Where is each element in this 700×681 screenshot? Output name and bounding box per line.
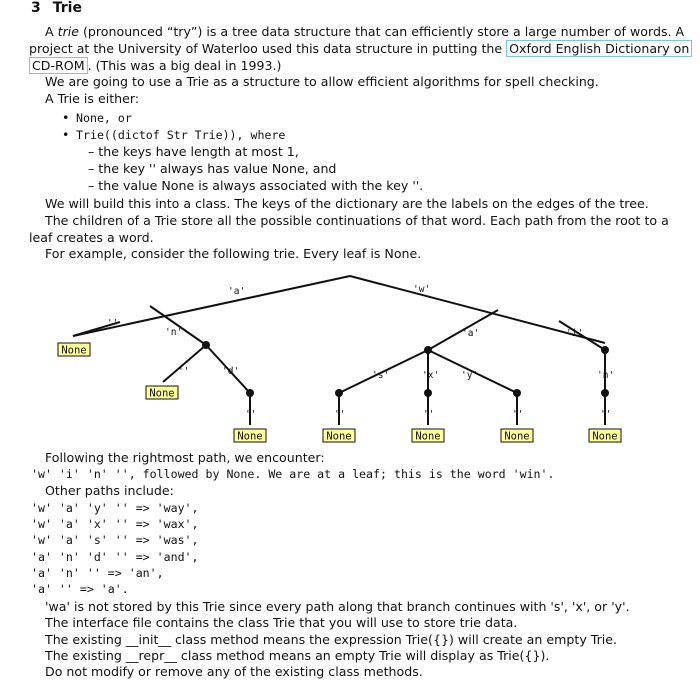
tree-node bbox=[424, 389, 432, 397]
leaf-label: None bbox=[61, 344, 87, 357]
tree-node bbox=[424, 346, 432, 354]
tree-nodes bbox=[202, 341, 609, 397]
edge-label: 's' bbox=[372, 370, 390, 381]
closing-line-5: Do not modify or remove any of the existing class methods. bbox=[45, 664, 423, 679]
intro-line-1 bbox=[45, 24, 684, 40]
edge-label: 'a' bbox=[228, 286, 246, 297]
intro-line-4: We are going to use a Trie as a structure to allow efficient algorithms for spell checking. bbox=[45, 74, 599, 89]
intro-line-3 bbox=[29, 58, 281, 74]
tree-node bbox=[202, 341, 210, 349]
edge-label: 'x' bbox=[422, 370, 440, 381]
leaf-none-1 bbox=[58, 343, 90, 357]
path-item: 'a' 'n' 'd' '' => 'and', bbox=[31, 550, 199, 564]
definition-sub-3: – the value None is always associated with the key ''. bbox=[88, 178, 424, 193]
tree-node bbox=[601, 389, 609, 397]
path-item: 'w' 'a' 's' '' => 'was', bbox=[31, 533, 199, 547]
path-item: 'a' 'n' '' => 'an', bbox=[31, 566, 164, 580]
bullet-icon: • bbox=[62, 127, 70, 142]
trie-diagram bbox=[0, 262, 700, 452]
leaf-none-7 bbox=[589, 429, 621, 443]
intro-line-5: A Trie is either: bbox=[45, 91, 140, 106]
para2-line-2: The children of a Trie store all the possible continuations of that word. Each path from the root to a bbox=[45, 213, 669, 228]
edge-label: 'y' bbox=[461, 370, 479, 381]
trie-term: trie bbox=[57, 24, 79, 39]
leaf-none-2 bbox=[146, 386, 178, 400]
para2-line-1: We will build this into a class. The keys of the dictionary are the labels on the edges of the tree. bbox=[45, 196, 649, 211]
rightmost-path: 'w' 'i' 'n' '', followed by None. We are at a leaf; this is the word 'win'. bbox=[31, 467, 555, 481]
leaf-none-5 bbox=[412, 429, 444, 443]
leaf-none-6 bbox=[501, 429, 533, 443]
edge-label: 'a' bbox=[462, 328, 480, 339]
tree-edges bbox=[73, 276, 605, 425]
edge-label: '' bbox=[245, 409, 257, 420]
edge-label: 'w' bbox=[413, 284, 431, 295]
bullet-icon: • bbox=[62, 110, 70, 125]
intro-text: (pronounced “try”) is a tree data structure that can efficiently store a large number of words. A bbox=[79, 24, 685, 39]
closing-line-4: The existing __repr__ class method means an empty Trie will display as Trie({}). bbox=[45, 648, 550, 663]
edge-label: '' bbox=[178, 366, 190, 377]
closing-line-3: The existing __init__ class method means the expression Trie({}) will create an empty Trie. bbox=[45, 632, 618, 647]
tree-node bbox=[246, 389, 254, 397]
intro-text: A bbox=[45, 24, 58, 39]
closing-line-2: The interface file contains the class Trie that you will use to store trie data. bbox=[45, 615, 518, 630]
section-number: 3 bbox=[31, 0, 41, 16]
path-item: 'w' 'a' 'y' '' => 'way', bbox=[31, 501, 199, 515]
paths-intro: Following the rightmost path, we encounter: bbox=[45, 450, 325, 465]
edge-label: 'i' bbox=[566, 328, 584, 339]
tree-node bbox=[601, 346, 609, 354]
section-title: Trie bbox=[52, 0, 82, 16]
tree-node bbox=[513, 389, 521, 397]
para2-line-4: For example, consider the following trie. Every leaf is None. bbox=[45, 246, 422, 261]
definition-bullet-1 bbox=[62, 110, 132, 126]
edge-labels bbox=[107, 284, 614, 420]
intro-line-2 bbox=[29, 41, 692, 57]
edge-label: 'n' bbox=[597, 370, 615, 381]
edge-label: '' bbox=[512, 409, 524, 420]
section-heading bbox=[31, 0, 82, 16]
path-item: 'a' '' => 'a'. bbox=[31, 582, 129, 596]
tree-node bbox=[335, 389, 343, 397]
edge-label: '' bbox=[600, 409, 612, 420]
edge-label: '' bbox=[107, 318, 119, 329]
para2-line-3: leaf creates a word. bbox=[29, 230, 154, 245]
closing-line-1: 'wa' is not stored by this Trie since every path along that branch continues with 's', 'x', or 'y'. bbox=[45, 599, 630, 614]
edge-label: 'n' bbox=[165, 327, 183, 338]
edge-label: '' bbox=[334, 409, 346, 420]
leaf-label: None bbox=[149, 387, 175, 400]
intro-text: . (This was a big deal in 1993.) bbox=[87, 58, 282, 73]
path-item: 'w' 'a' 'x' '' => 'wax', bbox=[31, 517, 199, 531]
intro-text: project at the University of Waterloo used this data structure in putting the bbox=[29, 41, 507, 56]
leaf-label: None bbox=[237, 430, 263, 443]
leaf-none-4 bbox=[323, 429, 355, 443]
cdrom-link[interactable]: CD-ROM bbox=[29, 57, 88, 74]
leaf-label: None bbox=[504, 430, 530, 443]
edge-label: 'd' bbox=[222, 366, 240, 377]
oed-link[interactable]: Oxford English Dictionary on bbox=[506, 40, 692, 57]
leaf-label: None bbox=[326, 430, 352, 443]
leaf-label: None bbox=[415, 430, 441, 443]
bullet-text: None, or bbox=[76, 111, 132, 125]
leaf-label: None bbox=[592, 430, 618, 443]
other-paths-heading: Other paths include: bbox=[45, 483, 174, 498]
definition-sub-1: – the keys have length at most 1, bbox=[88, 144, 299, 159]
definition-bullet-2 bbox=[62, 127, 285, 143]
edge-label: '' bbox=[423, 409, 435, 420]
leaf-none-3 bbox=[234, 429, 266, 443]
definition-sub-2: – the key '' always has value None, and bbox=[88, 161, 337, 176]
bullet-text: Trie((dictof Str Trie)), where bbox=[76, 128, 286, 142]
